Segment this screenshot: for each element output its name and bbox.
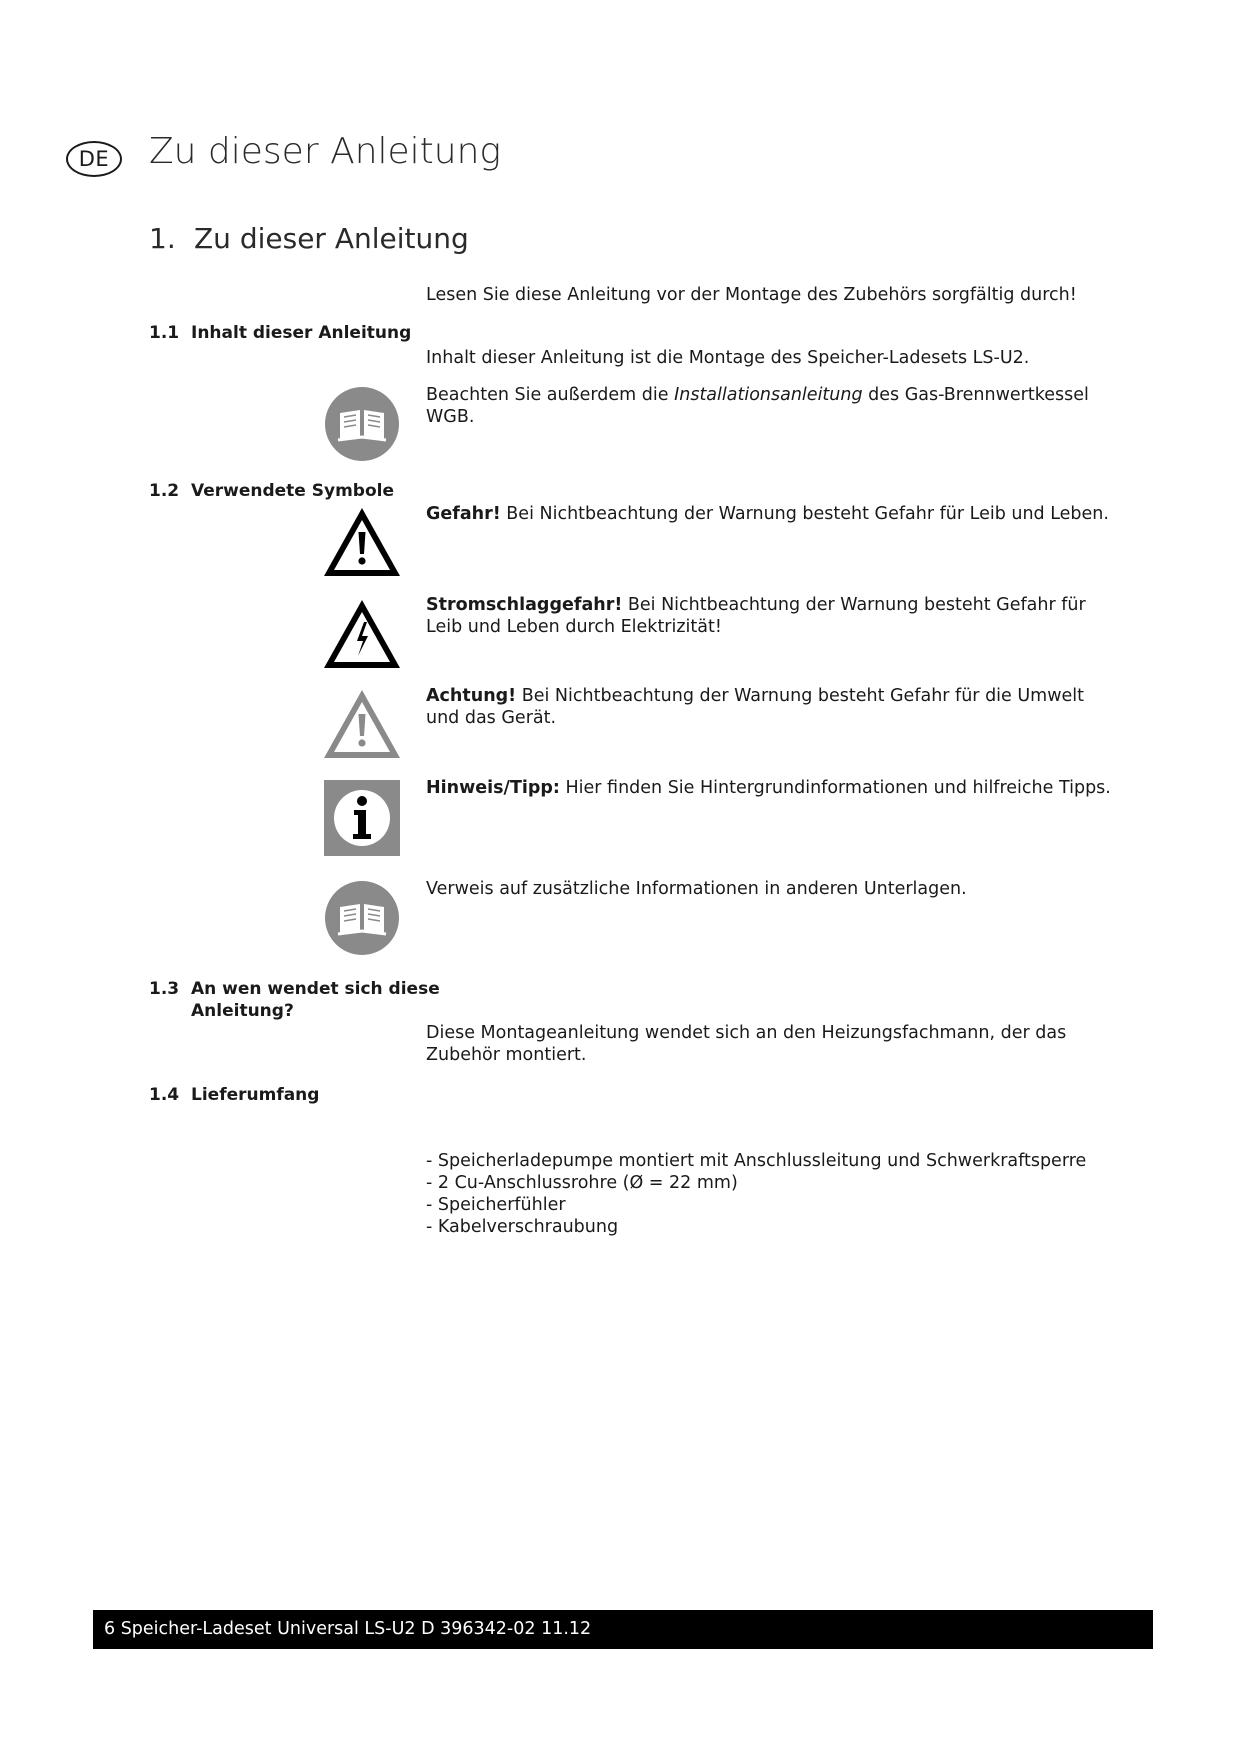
section-1-3-text: Diese Montageanleitung wendet sich an den Heizungsfachmann, der das Zubehör montiert.: [426, 1023, 1067, 1065]
symbol-label: Stromschlaggefahr!: [426, 595, 623, 615]
symbol-electric-text: [426, 594, 1116, 638]
section-number: 1.3: [149, 979, 180, 999]
symbol-description: Hier finden Sie Hintergrundinformationen und hilfreiche Tipps.: [559, 778, 1111, 798]
footer-text: 6 Speicher-Ladeset Universal LS-U2 D 396342-02 11.12: [104, 1619, 592, 1639]
section-number: 1.1: [149, 323, 180, 343]
section-number: 1.4: [149, 1085, 180, 1105]
delivery-scope-list: [426, 1150, 1086, 1238]
section-title: Verwendete Symbole: [191, 481, 394, 501]
symbol-label: Hinweis/Tipp:: [426, 778, 560, 798]
list-item: - 2 Cu-Anschlussrohre (Ø = 22 mm): [426, 1173, 738, 1193]
section-title: Inhalt dieser Anleitung: [191, 323, 412, 343]
symbol-info-text: [426, 777, 1116, 799]
reference-text-post: des Gas-Brennwertkessel WGB.: [426, 385, 1089, 427]
section-1-1-text: Inhalt dieser Anleitung ist die Montage des Speicher-Ladesets LS-U2.: [426, 348, 1030, 368]
list-item: - Kabelverschraubung: [426, 1217, 619, 1237]
symbol-reference-text: Verweis auf zusätzliche Informationen in anderen Unterlagen.: [426, 879, 967, 899]
symbol-label: Achtung!: [426, 686, 517, 706]
symbol-caution-text: [426, 685, 1116, 729]
danger-triangle-icon: [320, 502, 404, 582]
electric-shock-triangle-icon: [320, 594, 404, 674]
list-item: - Speicherladepumpe montiert mit Anschlussleitung und Schwerkraftsperre: [426, 1151, 1087, 1171]
book-icon: [320, 384, 404, 464]
chapter-title: Zu dieser Anleitung: [194, 222, 469, 255]
section-title-line-1: An wen wendet sich diese: [191, 979, 440, 999]
section-title: Lieferumfang: [191, 1085, 320, 1105]
page-footer: [93, 1610, 1153, 1649]
page-title: Zu dieser Anleitung: [149, 131, 502, 172]
language-badge-label: DE: [78, 147, 110, 171]
book-icon: [320, 878, 404, 958]
reference-text-pre: Beachten Sie außerdem die: [426, 385, 675, 405]
section-title: [191, 978, 440, 1022]
section-title-line-2: Anleitung?: [191, 1001, 294, 1021]
section-1-1-reference: [426, 384, 1116, 428]
info-icon: [320, 778, 404, 858]
symbol-label: Gefahr!: [426, 504, 501, 524]
symbol-description: Bei Nichtbeachtung der Warnung besteht Gefahr für die Umwelt und das Gerät.: [426, 686, 1085, 728]
symbol-description: Bei Nichtbeachtung der Warnung besteht Gefahr für Leib und Leben durch Elektrizität!: [426, 595, 1086, 637]
chapter-number: 1.: [149, 222, 176, 255]
symbol-danger-text: [426, 503, 1116, 525]
language-badge: [66, 141, 122, 177]
caution-triangle-icon: [320, 684, 404, 764]
section-number: 1.2: [149, 481, 180, 501]
chapter-heading: [149, 222, 469, 255]
list-item: - Speicherfühler: [426, 1195, 566, 1215]
chapter-intro: Lesen Sie diese Anleitung vor der Montage des Zubehörs sorgfältig durch!: [426, 285, 1077, 305]
reference-document-name: Installationsanleitung: [674, 385, 863, 405]
symbol-description: Bei Nichtbeachtung der Warnung besteht Gefahr für Leib und Leben.: [500, 504, 1109, 524]
